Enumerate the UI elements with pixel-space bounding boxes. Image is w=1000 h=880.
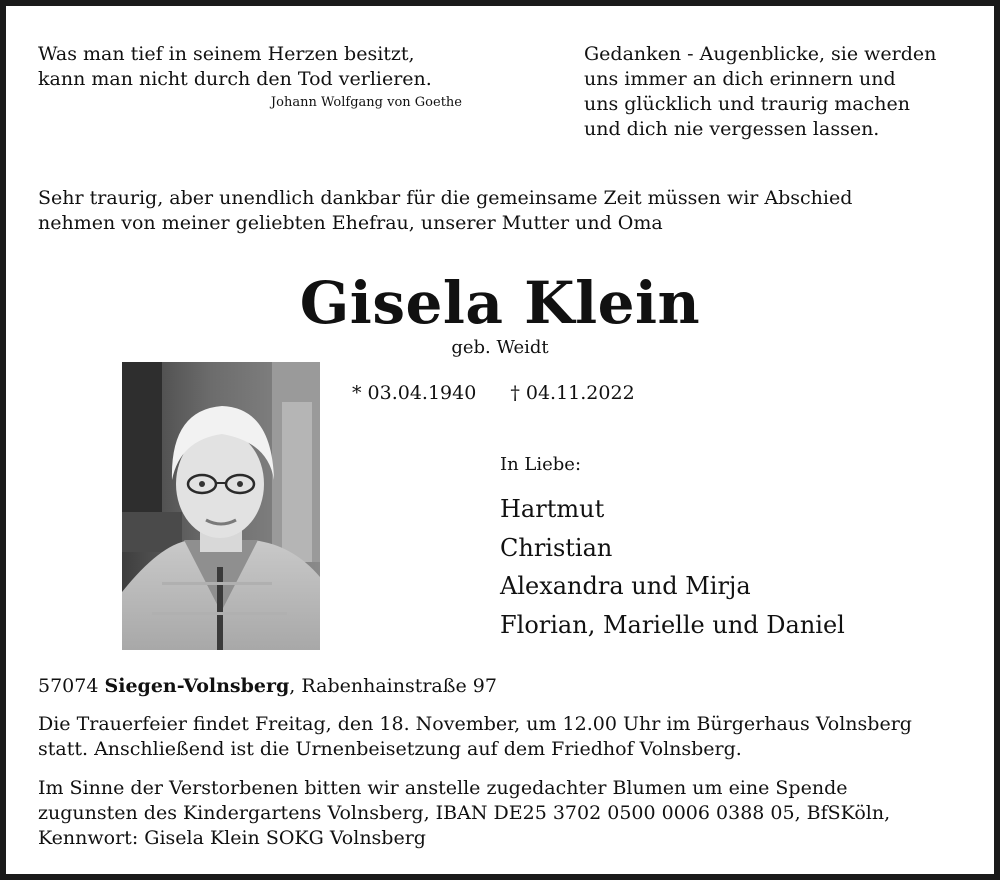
poem-line: uns glücklich und traurig machen [584,93,910,115]
quote-author: Johann Wolfgang von Goethe [270,95,462,110]
address-city: Siegen-Volnsberg [104,675,290,697]
intro-text [38,186,978,236]
service-line: Die Trauerfeier findet Freitag, den 18. November, um 12.00 Uhr im Bürgerhaus Volnsberg [38,713,912,735]
mourners-list [500,490,845,644]
poem-line: Gedanken - Augenblicke, sie werden [584,43,937,65]
birth-name: geb. Weidt [451,337,549,358]
funeral-service-text [38,712,978,762]
donation-text [38,776,978,851]
life-dates [352,380,635,406]
address-zip: 57074 [38,675,99,697]
quote-line: Was man tief in seinem Herzen besitzt, [38,43,415,65]
goethe-quote [38,42,478,113]
service-line: statt. Anschließend ist die Urnenbeisetzung auf dem Friedhof Volnsberg. [38,738,742,760]
intro-line: Sehr traurig, aber unendlich dankbar für die gemeinsame Zeit müssen wir Abschied [38,187,853,209]
death-date: † 04.11.2022 [510,382,635,404]
mourner-name: Christian [500,533,613,562]
donation-line: Kennwort: Gisela Klein SOKG Volnsberg [38,827,426,849]
mourner-name: Florian, Marielle und Daniel [500,610,845,639]
birth-date: * 03.04.1940 [352,382,477,404]
portrait-photo [122,362,320,650]
deceased-name: Gisela Klein [299,269,701,337]
poem-line: und dich nie vergessen lassen. [584,118,880,140]
donation-line: Im Sinne der Verstorbenen bitten wir anstelle zugedachter Blumen um eine Spende [38,777,848,799]
mourners-heading: In Liebe: [500,454,582,475]
mourner-name: Hartmut [500,495,605,523]
remembrance-poem [584,42,984,142]
donation-line: zugunsten des Kindergartens Volnsberg, IBAN DE25 3702 0500 0006 0388 05, BfSKöln, [38,802,891,824]
address [38,674,497,699]
mourner-name: Alexandra und Mirja [500,572,751,600]
address-street: , Rabenhainstraße 97 [289,675,497,697]
quote-line: kann man nicht durch den Tod verlieren. [38,68,432,90]
intro-line: nehmen von meiner geliebten Ehefrau, unserer Mutter und Oma [38,212,663,234]
poem-line: uns immer an dich erinnern und [584,68,896,90]
